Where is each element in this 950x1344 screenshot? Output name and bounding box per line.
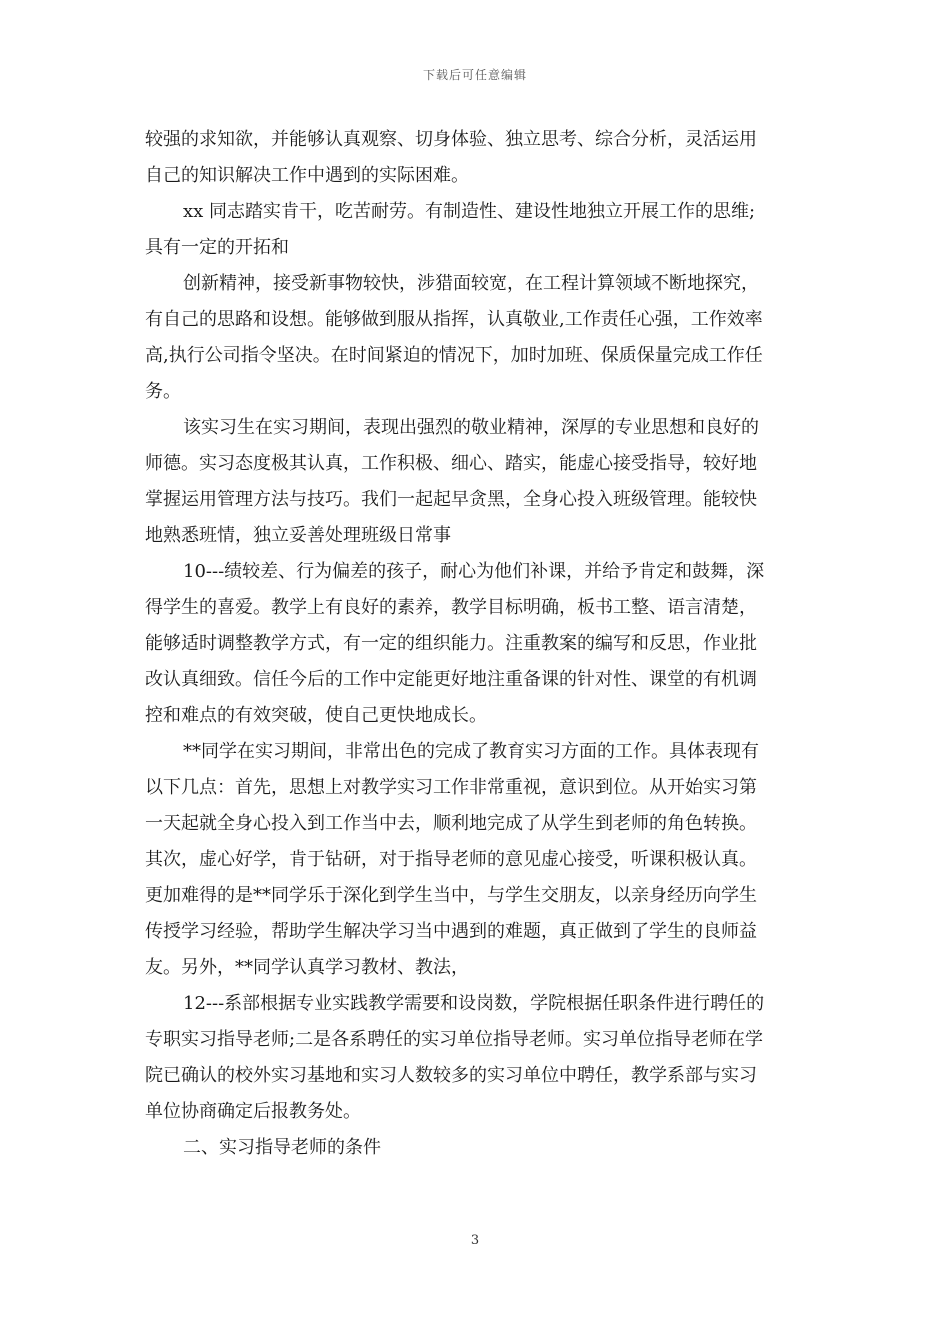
text-line: 更加难得的是**同学乐于深化到学生当中，与学生交朋友，以亲身经历向学生 bbox=[145, 885, 757, 906]
text-line: 有自己的思路和设想。能够做到服从指挥，认真敬业,工作责任心强，工作效率 bbox=[145, 309, 763, 330]
page-number: 3 bbox=[470, 1233, 480, 1248]
text-line: 二、实习指导老师的条件 bbox=[183, 1137, 381, 1158]
text-line: 其次，虚心好学，肯于钻研，对于指导老师的意见虚心接受，听课积极认真。 bbox=[145, 849, 757, 870]
text-line: 地熟悉班情，独立妥善处理班级日常事 bbox=[145, 525, 451, 546]
text-line: 专职实习指导老师;二是各系聘任的实习单位指导老师。实习单位指导老师在学 bbox=[145, 1029, 764, 1050]
text-line: 传授学习经验，帮助学生解决学习当中遇到的难题，真正做到了学生的良师益 bbox=[145, 921, 757, 942]
text-line: 具有一定的开拓和 bbox=[145, 237, 289, 258]
text-line: 自己的知识解决工作中遇到的实际困难。 bbox=[145, 165, 469, 186]
text-line: 12---系部根据专业实践教学需要和设岗数，学院根据任职条件进行聘任的 bbox=[183, 993, 765, 1014]
text-line: **同学在实习期间，非常出色的完成了教育实习方面的工作。具体表现有 bbox=[183, 741, 759, 762]
text-line: 控和难点的有效突破，使自己更快地成长。 bbox=[145, 705, 487, 726]
page-header: 下载后可任意编辑 bbox=[422, 68, 527, 82]
text-line: 能够适时调整教学方式，有一定的组织能力。注重教案的编写和反思，作业批 bbox=[145, 633, 757, 654]
text-line: 单位协商确定后报教务处。 bbox=[145, 1101, 361, 1122]
text-line: 院已确认的校外实习基地和实习人数较多的实习单位中聘任，教学系部与实习 bbox=[145, 1065, 757, 1086]
text-line: 创新精神，接受新事物较快，涉猎面较宽，在工程计算领域不断地探究， bbox=[183, 273, 759, 294]
text-line: xx 同志踏实肯干，吃苦耐劳。有制造性、建设性地独立开展工作的思维; bbox=[183, 201, 756, 222]
text-line: 师德。实习态度极其认真，工作积极、细心、踏实，能虚心接受指导，较好地 bbox=[145, 453, 757, 474]
text-line: 较强的求知欲，并能够认真观察、切身体验、独立思考、综合分析，灵活运用 bbox=[145, 129, 757, 150]
text-line: 高,执行公司指令坚决。在时间紧迫的情况下，加时加班、保质保量完成工作任 bbox=[145, 345, 763, 366]
text-line: 一天起就全身心投入到工作当中去，顺利地完成了从学生到老师的角色转换。 bbox=[145, 813, 757, 834]
text-line: 友。另外，**同学认真学习教材、教法， bbox=[145, 957, 469, 978]
text-line: 务。 bbox=[145, 381, 181, 402]
text-line: 10---绩较差、行为偏差的孩子，耐心为他们补课，并给予肯定和鼓舞，深 bbox=[183, 561, 765, 582]
text-line: 改认真细致。信任今后的工作中定能更好地注重备课的针对性、课堂的有机调 bbox=[145, 669, 757, 690]
text-line: 以下几点：首先，思想上对教学实习工作非常重视，意识到位。从开始实习第 bbox=[145, 777, 757, 798]
document-body bbox=[145, 122, 807, 1166]
text-line: 掌握运用管理方法与技巧。我们一起起早贪黑，全身心投入班级管理。能较快 bbox=[145, 489, 757, 510]
text-line: 得学生的喜爱。教学上有良好的素养，教学目标明确，板书工整、语言清楚， bbox=[145, 597, 757, 618]
text-line: 该实习生在实习期间，表现出强烈的敬业精神，深厚的专业思想和良好的 bbox=[183, 417, 759, 438]
